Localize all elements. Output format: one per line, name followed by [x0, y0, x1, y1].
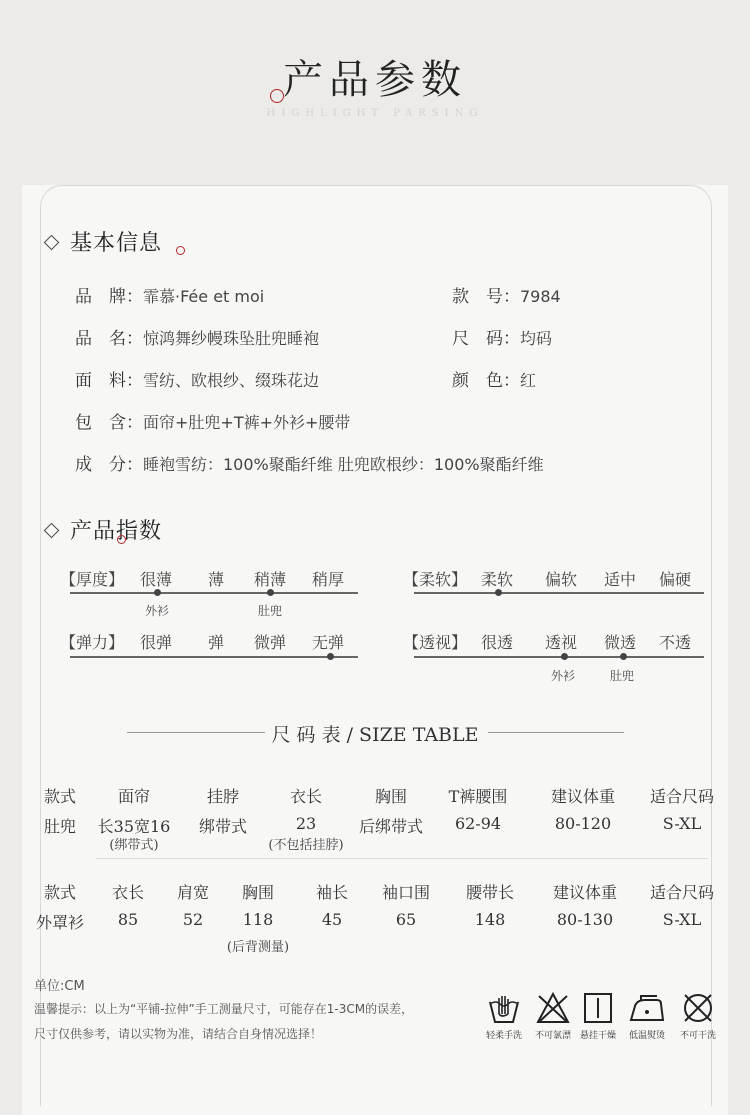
table2-header: 袖长 — [315, 883, 349, 902]
tip-line-2: 尺寸仅供参考，请以实物为准，请结合自身情况选择！ — [34, 1027, 323, 1041]
size-label: 尺 码： — [452, 329, 520, 349]
page-title: 产品参数 — [283, 57, 467, 103]
iron-icon — [627, 990, 667, 1026]
include-value: 面帘+肚兜+T裤+外衫+腰带 — [143, 413, 351, 432]
elasticity-option: 很弹 — [140, 633, 173, 652]
include-label: 包 含： — [75, 413, 143, 433]
table1-header: 建议体重 — [550, 787, 616, 806]
table2-note: (后背测量) — [226, 940, 290, 955]
elasticity-marker — [327, 653, 334, 660]
care-label: 轻柔手洗 — [485, 1031, 522, 1041]
size-row — [452, 324, 552, 349]
softness-marker — [495, 589, 502, 596]
name-row — [75, 324, 319, 349]
thickness-note: 肚兜 — [258, 604, 283, 618]
care-label: 悬挂干燥 — [579, 1031, 616, 1041]
table2-header: 袖口围 — [381, 883, 431, 902]
table2-cell: 118 — [242, 910, 274, 929]
no-dryclean-icon — [680, 990, 716, 1026]
color-value: 红 — [520, 371, 537, 390]
unit-note: 单位:CM — [34, 979, 85, 994]
table2-header: 款式 — [43, 883, 77, 902]
softness-label: 【柔软】 — [403, 570, 468, 589]
thickness-option: 稍薄 — [254, 570, 287, 589]
table2-header: 腰带长 — [465, 883, 515, 902]
softness-option: 偏软 — [545, 570, 578, 589]
table1-header: T裤腰围 — [448, 787, 508, 806]
hang-dry-icon — [580, 990, 616, 1026]
transparency-option: 微透 — [604, 633, 637, 652]
table2-cell: S-XL — [662, 910, 702, 929]
style-row — [452, 282, 561, 307]
table2-cell: 外罩衫 — [35, 913, 85, 932]
table1-header: 适合尺码 — [649, 787, 715, 806]
fabric-value: 雪纺、欧根纱、缀珠花边 — [143, 371, 320, 390]
size-table-title: 尺 码 表 / SIZE TABLE — [271, 724, 479, 746]
size-value: 均码 — [520, 329, 553, 348]
no-bleach-icon — [535, 990, 571, 1026]
red-dot-icon — [117, 535, 126, 544]
care-label: 不可干洗 — [679, 1031, 716, 1041]
table2-header: 胸围 — [241, 883, 275, 902]
table1-cell: 80-120 — [554, 814, 612, 833]
table1-header: 款式 — [43, 787, 77, 806]
table2-header: 肩宽 — [176, 883, 210, 902]
table1-header: 挂脖 — [206, 787, 240, 806]
table1-cell: 23 — [295, 814, 317, 833]
thickness-option: 薄 — [208, 570, 225, 589]
care-label: 低温熨烫 — [628, 1031, 665, 1041]
transparency-note: 肚兜 — [610, 669, 635, 683]
brand-label: 品 牌： — [75, 287, 143, 307]
softness-option: 偏硬 — [659, 570, 692, 589]
red-circle-decoration-icon — [270, 89, 284, 103]
thickness-marker — [154, 589, 161, 596]
table2-header: 建议体重 — [552, 883, 618, 902]
care-label: 不可氯漂 — [534, 1031, 571, 1041]
elasticity-option: 无弹 — [312, 633, 345, 652]
table1-cell: 62-94 — [454, 814, 502, 833]
name-value: 惊鸿舞纱幔珠坠肚兜睡袍 — [143, 329, 320, 348]
table1-cell: 后绑带式 — [358, 817, 424, 836]
elasticity-scale-line — [70, 656, 358, 658]
table2-cell: 148 — [474, 910, 506, 929]
name-label: 品 名： — [75, 329, 143, 349]
fabric-row — [75, 366, 319, 391]
color-row — [452, 366, 536, 391]
composition-row — [75, 450, 544, 475]
softness-scale-line — [414, 592, 704, 594]
table2-header: 适合尺码 — [649, 883, 715, 902]
transparency-note: 外衫 — [551, 669, 576, 683]
thickness-option: 稍厚 — [312, 570, 345, 589]
brand-value: 霏慕·Fée et moi — [143, 287, 265, 306]
transparency-marker — [620, 653, 627, 660]
thickness-label: 【厚度】 — [60, 570, 125, 589]
thickness-note: 外衫 — [145, 604, 170, 618]
transparency-scale-line — [414, 656, 704, 658]
elasticity-option: 弹 — [208, 633, 225, 652]
table1-header: 衣长 — [289, 787, 323, 806]
transparency-option: 不透 — [659, 633, 692, 652]
softness-option: 柔软 — [481, 570, 514, 589]
table2-cell: 45 — [321, 910, 343, 929]
table1-note: (不包括挂脖) — [268, 838, 344, 853]
composition-label: 成 分： — [75, 455, 143, 475]
table2-cell: 65 — [395, 910, 417, 929]
elasticity-option: 微弹 — [254, 633, 287, 652]
basic-info-title: 基本信息 — [70, 231, 163, 256]
transparency-option: 很透 — [481, 633, 514, 652]
composition-value: 睡袍雪纺：100%聚酯纤维 肚兜欧根纱：100%聚酯纤维 — [143, 455, 544, 474]
style-value: 7984 — [520, 287, 561, 306]
table2-cell: 80-130 — [556, 910, 614, 929]
table2-header: 衣长 — [111, 883, 145, 902]
transparency-marker — [561, 653, 568, 660]
hand-wash-icon — [486, 990, 522, 1026]
red-dot-icon — [176, 246, 185, 255]
table2-cell: 85 — [117, 910, 139, 929]
table1-cell: 长35宽16 — [97, 817, 171, 836]
product-index-title: 产品指数 — [70, 519, 163, 544]
fabric-label: 面 料： — [75, 371, 143, 391]
tip-line-1: 温馨提示：以上为“平铺-拉伸”手工测量尺寸，可能存在1-3CM的误差， — [34, 1002, 414, 1016]
elasticity-label: 【弹力】 — [60, 633, 125, 652]
table1-header: 面帘 — [117, 787, 151, 806]
style-label: 款 号： — [452, 287, 520, 307]
include-row — [75, 408, 350, 433]
transparency-option: 透视 — [545, 633, 578, 652]
softness-option: 适中 — [604, 570, 637, 589]
thickness-marker — [267, 589, 274, 596]
table1-note: (绑带式) — [109, 838, 159, 853]
table1-cell: 肚兜 — [43, 817, 77, 836]
care-no-dryclean — [668, 990, 728, 1041]
table-divider — [96, 858, 708, 859]
table2-cell: 52 — [182, 910, 204, 929]
table1-header: 胸围 — [374, 787, 408, 806]
transparency-label: 【透视】 — [403, 633, 468, 652]
brand-row — [75, 282, 264, 307]
thickness-scale-line — [70, 592, 358, 594]
color-label: 颜 色： — [452, 371, 520, 391]
table1-cell: 绑带式 — [198, 817, 248, 836]
table1-cell: S-XL — [662, 814, 702, 833]
page-subtitle: HIGHLIGHT PARSING — [266, 108, 484, 119]
thickness-option: 很薄 — [140, 570, 173, 589]
